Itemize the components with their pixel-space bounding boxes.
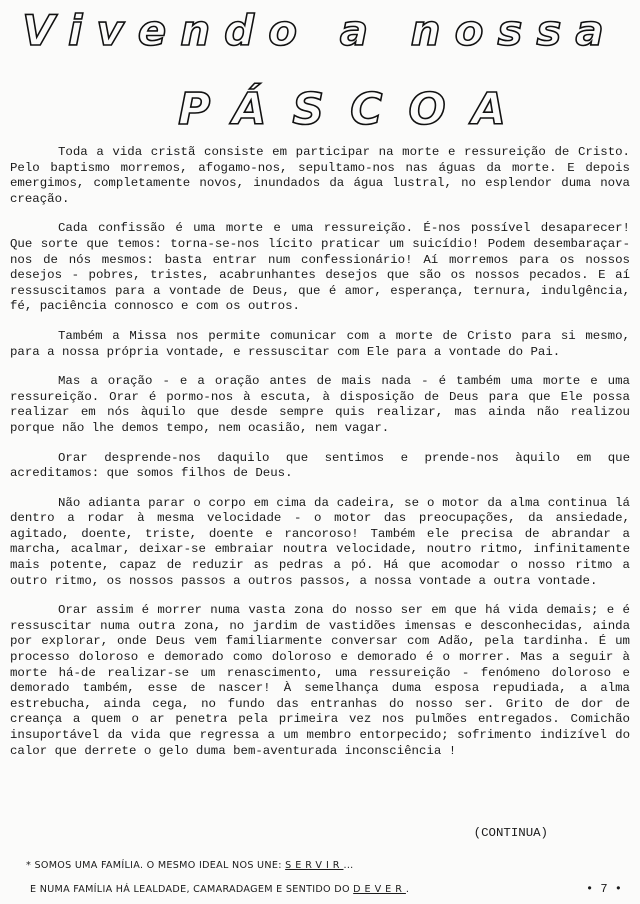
- paragraph: Não adianta parar o corpo em cima da cadeira, se o motor da alma continua lá dentro a rodar à mesma velocidade - o motor das preocupações, da ansiedade, agitado, doente, triste, doente e rancoroso! Também ele precisa de abrandar a marcha, acalmar, deixar-se embraiar noutra velocidade, noutro ritmo, infinitamente mais potente, capaz de reduzir as pedras a pó. Há que acomodar o nosso ritmo a outro ritmo, os nossos passos a outros passos, a nossa vontade a outra vontade.: [10, 495, 630, 588]
- title-line-2: PÁSCOA: [178, 84, 532, 135]
- footer-line-1-prefix: * SOMOS UMA FAMÍLIA. O MESMO IDEAL NOS UNE:: [26, 860, 286, 871]
- title-line-1: Vivendo a nossa: [22, 6, 618, 55]
- article-body: [10, 145, 630, 763]
- paragraph: Mas a oração - e a oração antes de mais nada - é também uma morte e uma ressureição. Orar é pormo-nos à escuta, à disposição de Deus para que Ele possa realizar em nós àquilo que desde sempre quis realizar, mas ainda não realizou porque não lhe demos tempo, nem ocasião, nem vagar.: [10, 374, 630, 435]
- footer-line-2: [30, 884, 590, 895]
- footer-line-2-suffix: .: [405, 884, 410, 895]
- paragraph: Orar assim é morrer numa vasta zona do nosso ser em que há vida demais; e é ressuscitar numa outra zona, no jardim de vastidões imensas e desconhecidas, ainda por explorar, onde Deus vem familiarmente conversar com Adão, pela tardinha. É um processo doloroso e demorado como doloroso e demorado é o morrer. Mas a seguir à morte há-de realizar-se um renascimento, uma ressureição - fenómeno doloroso e demorado também, esse de nascer! À semelhança duma esposa repudiada, a alma estrebucha, ainda cega, no fundo das entranhas do nosso ser. Grito de dor de creança a quem o ar penetra pela primeira vez nos pulmões entregados. Comichão insuportável da vida que regressa a um membro entorpecido; sofrimento indizível do calor que derrete o gelo duma bem-aventurada inconsciência !: [10, 603, 630, 758]
- paragraph: Toda a vida cristã consiste em participar na morte e ressureição de Cristo. Pelo baptismo morremos, afogamo-nos, sepultamo-nos nas águas da morte. E depois emergimos, completamente novos, inundados da água lustral, no esplendor duma nova creação.: [10, 145, 630, 206]
- paragraph: Orar desprende-nos daquilo que sentimos e prende-nos àquilo em que acreditamos: que somos filhos de Deus.: [10, 450, 630, 481]
- footer-line-1-suffix: ...: [343, 860, 354, 871]
- page-number: • 7 •: [585, 882, 622, 896]
- footer-line-1: [26, 860, 586, 871]
- footer-line-1-word: SERVIR: [285, 860, 344, 871]
- paragraph: Cada confissão é uma morte e uma ressureição. É-nos possível desaparecer! Que sorte que temos: torna-se-nos lícito praticar um suicídio! Podem desembaraçar-nos de nós mesmos: basta entrar num confessionário! Aí morremos para os nossos desejos - pobres, tristes, acabrunhantes desejos que são os nossos pecados. E aí ressuscitamos para a vontade de Deus, que é amor, esperança, ternura, indulgência, fé, paciência connosco e com os outros.: [10, 221, 630, 314]
- continua-label: (CONTINUA): [473, 826, 548, 840]
- footer-line-2-prefix: E NUMA FAMÍLIA HÁ LEALDADE, CAMARADAGEM E SENTIDO DO: [30, 884, 354, 895]
- paragraph: Também a Missa nos permite comunicar com a morte de Cristo para si mesmo, para a nossa própria vontade, e ressuscitar com Ele para a vontade do Pai.: [10, 328, 630, 359]
- footer-line-2-word: DEVER: [353, 884, 406, 895]
